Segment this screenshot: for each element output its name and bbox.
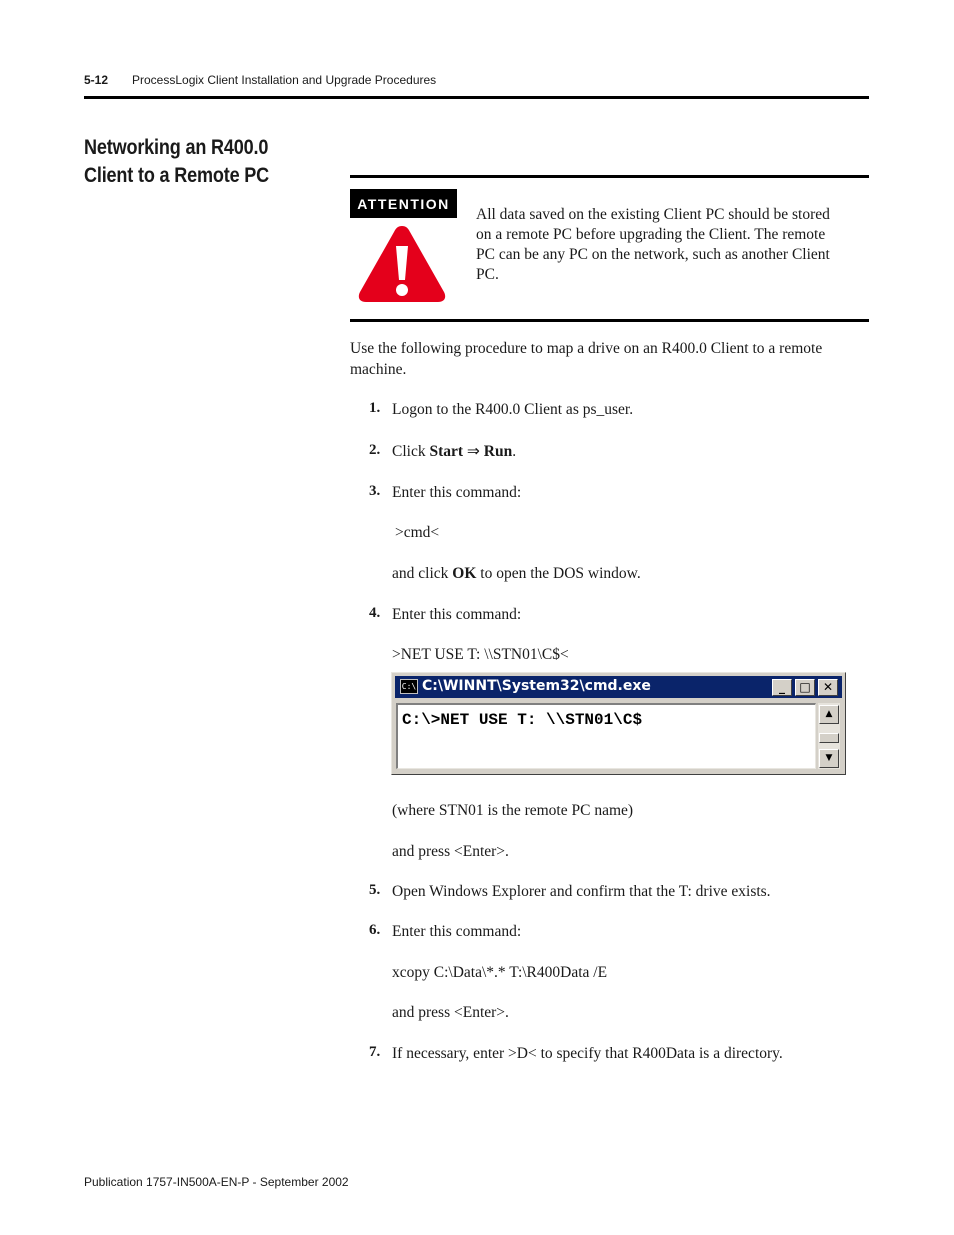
start-menu-label: Start — [429, 443, 464, 460]
command-text: >NET USE T: \\STN01\C$< — [392, 646, 569, 663]
step-text: Open Windows Explorer and confirm that the T: drive exists. — [392, 883, 771, 900]
step-number: 1. — [369, 400, 381, 416]
step-text: Enter this command: — [392, 484, 522, 501]
vertical-scrollbar[interactable] — [818, 703, 840, 769]
command-text: xcopy C:\Data\*.* T:\R400Data /E — [392, 964, 608, 981]
section-title — [84, 134, 299, 190]
step-text-part: and click — [392, 565, 453, 582]
attention-line: on a remote PC before upgrading the Client. The remote — [476, 226, 826, 243]
ok-button-label: OK — [452, 565, 477, 582]
step-followup — [392, 563, 641, 584]
intro-paragraph — [350, 338, 865, 380]
step-text: Enter this command: — [392, 923, 522, 940]
step-followup: and press <Enter>. — [392, 1004, 509, 1021]
cmd-window — [391, 672, 846, 775]
attention-line: PC can be any PC on the network, such as another Client — [476, 246, 830, 263]
scroll-down-button[interactable]: ▼ — [819, 749, 839, 768]
cmd-command-line: C:\>NET USE T: \\STN01\C$ — [402, 711, 643, 729]
step-number: 2. — [369, 442, 381, 458]
attention-line: PC. — [476, 266, 499, 283]
header-rule — [84, 96, 869, 99]
attention-top-rule — [350, 175, 869, 178]
command-text: >cmd< — [395, 524, 440, 541]
step-number: 5. — [369, 882, 381, 898]
step-number: 6. — [369, 922, 381, 938]
cmd-titlebar — [395, 676, 842, 698]
section-title-line2: Client to a Remote PC — [84, 164, 270, 187]
step-number: 7. — [369, 1044, 381, 1060]
step-text: If necessary, enter >D< to specify that R400Data is a directory. — [392, 1045, 783, 1062]
scroll-thumb[interactable] — [819, 733, 839, 743]
step-text-part: . — [512, 443, 517, 460]
step-text — [392, 441, 516, 462]
minimize-button[interactable]: _ — [772, 679, 792, 696]
step-followup: and press <Enter>. — [392, 843, 509, 860]
warning-exclamation-icon — [356, 222, 448, 306]
menu-arrow-icon: ⇒ — [463, 443, 484, 460]
page-number: 5-12 — [84, 73, 109, 87]
step-text: Logon to the R400.0 Client as ps_user. — [392, 401, 634, 418]
step-text-part: Click — [392, 443, 430, 460]
publication-footer: Publication 1757-IN500A-EN-P - September 2002 — [84, 1175, 349, 1189]
step-note: (where STN01 is the remote PC name) — [392, 802, 634, 819]
cmd-window-title: C:\WINNT\System32\cmd.exe — [422, 678, 651, 694]
intro-line: Use the following procedure to map a drive on an R400.0 Client to a remote — [350, 340, 823, 357]
running-title: ProcessLogix Client Installation and Upgrade Procedures — [132, 73, 437, 87]
attention-message — [476, 205, 868, 285]
attention-line: All data saved on the existing Client PC should be stored — [476, 206, 830, 223]
intro-line: machine. — [350, 361, 407, 378]
close-button[interactable]: ✕ — [818, 679, 838, 696]
section-title-line1: Networking an R400.0 — [84, 136, 269, 159]
attention-bottom-rule — [350, 319, 869, 322]
attention-label: ATTENTION — [350, 189, 457, 218]
maximize-button[interactable]: □ — [795, 679, 815, 696]
cmd-console-area[interactable] — [396, 703, 816, 769]
step-text: Enter this command: — [392, 606, 522, 623]
step-number: 4. — [369, 605, 381, 621]
cmd-system-icon[interactable]: C:\ — [400, 679, 418, 694]
run-menu-label: Run — [483, 443, 513, 460]
step-number: 3. — [369, 483, 381, 499]
scroll-up-button[interactable]: ▲ — [819, 705, 839, 724]
step-text-part: to open the DOS window. — [476, 565, 641, 582]
